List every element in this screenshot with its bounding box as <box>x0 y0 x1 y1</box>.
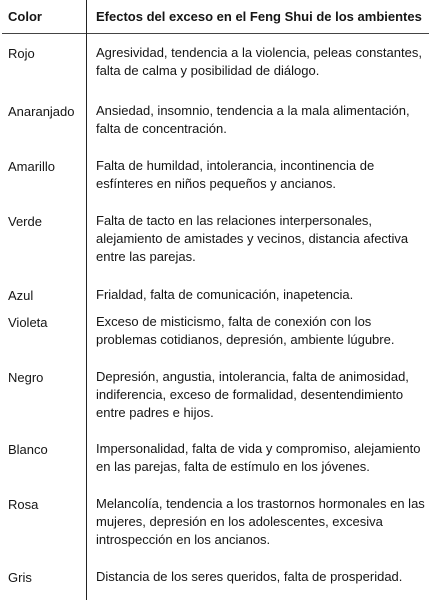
color-effect: Exceso de misticismo, falta de conexión con los problemas cotidianos, depresión, ambiente lúgubre. <box>96 314 395 347</box>
color-name: Gris <box>8 570 32 585</box>
color-effect: Melancolía, tendencia a los trastornos hormonales en las mujeres, depresión en los adolescentes, excesiva introspección en los ancianos. <box>96 496 425 547</box>
column-divider <box>86 0 87 600</box>
color-name: Anaranjado <box>8 104 75 119</box>
color-name: Violeta <box>8 315 48 330</box>
color-name: Azul <box>8 288 34 303</box>
color-effect: Ansiedad, insomnio, tendencia a la mala alimentación, falta de concentración. <box>96 103 410 136</box>
column-header-color: Color <box>8 9 42 24</box>
header-divider <box>2 33 429 34</box>
color-name: Blanco <box>8 442 48 457</box>
color-name: Rojo <box>8 46 35 61</box>
color-effect: Agresividad, tendencia a la violencia, peleas constantes, falta de calma y posibilidad de diálogo. <box>96 45 422 78</box>
color-name: Negro <box>8 370 44 385</box>
column-header-effects: Efectos del exceso en el Feng Shui de los ambientes <box>96 9 422 24</box>
color-effect: Frialdad, falta de comunicación, inapetencia. <box>96 287 354 302</box>
table-header <box>0 0 435 34</box>
color-name: Amarillo <box>8 159 55 174</box>
color-effect: Falta de tacto en las relaciones interpersonales, alejamiento de amistades y vecinos, distancia afectiva entre las parejas. <box>96 213 409 264</box>
color-name: Verde <box>8 214 42 229</box>
color-effect: Falta de humildad, intolerancia, incontinencia de esfínteres en niños pequeños y ancianos. <box>96 158 375 191</box>
color-effect: Distancia de los seres queridos, falta de prosperidad. <box>96 569 403 584</box>
color-effect: Depresión, angustia, intolerancia, falta de animosidad, indiferencia, exceso de formalidad, desentendimiento entre padres e hijos. <box>96 369 409 420</box>
color-name: Rosa <box>8 497 39 512</box>
color-effect: Impersonalidad, falta de vida y compromiso, alejamiento en las parejas, falta de estímulo en los jóvenes. <box>96 441 421 474</box>
